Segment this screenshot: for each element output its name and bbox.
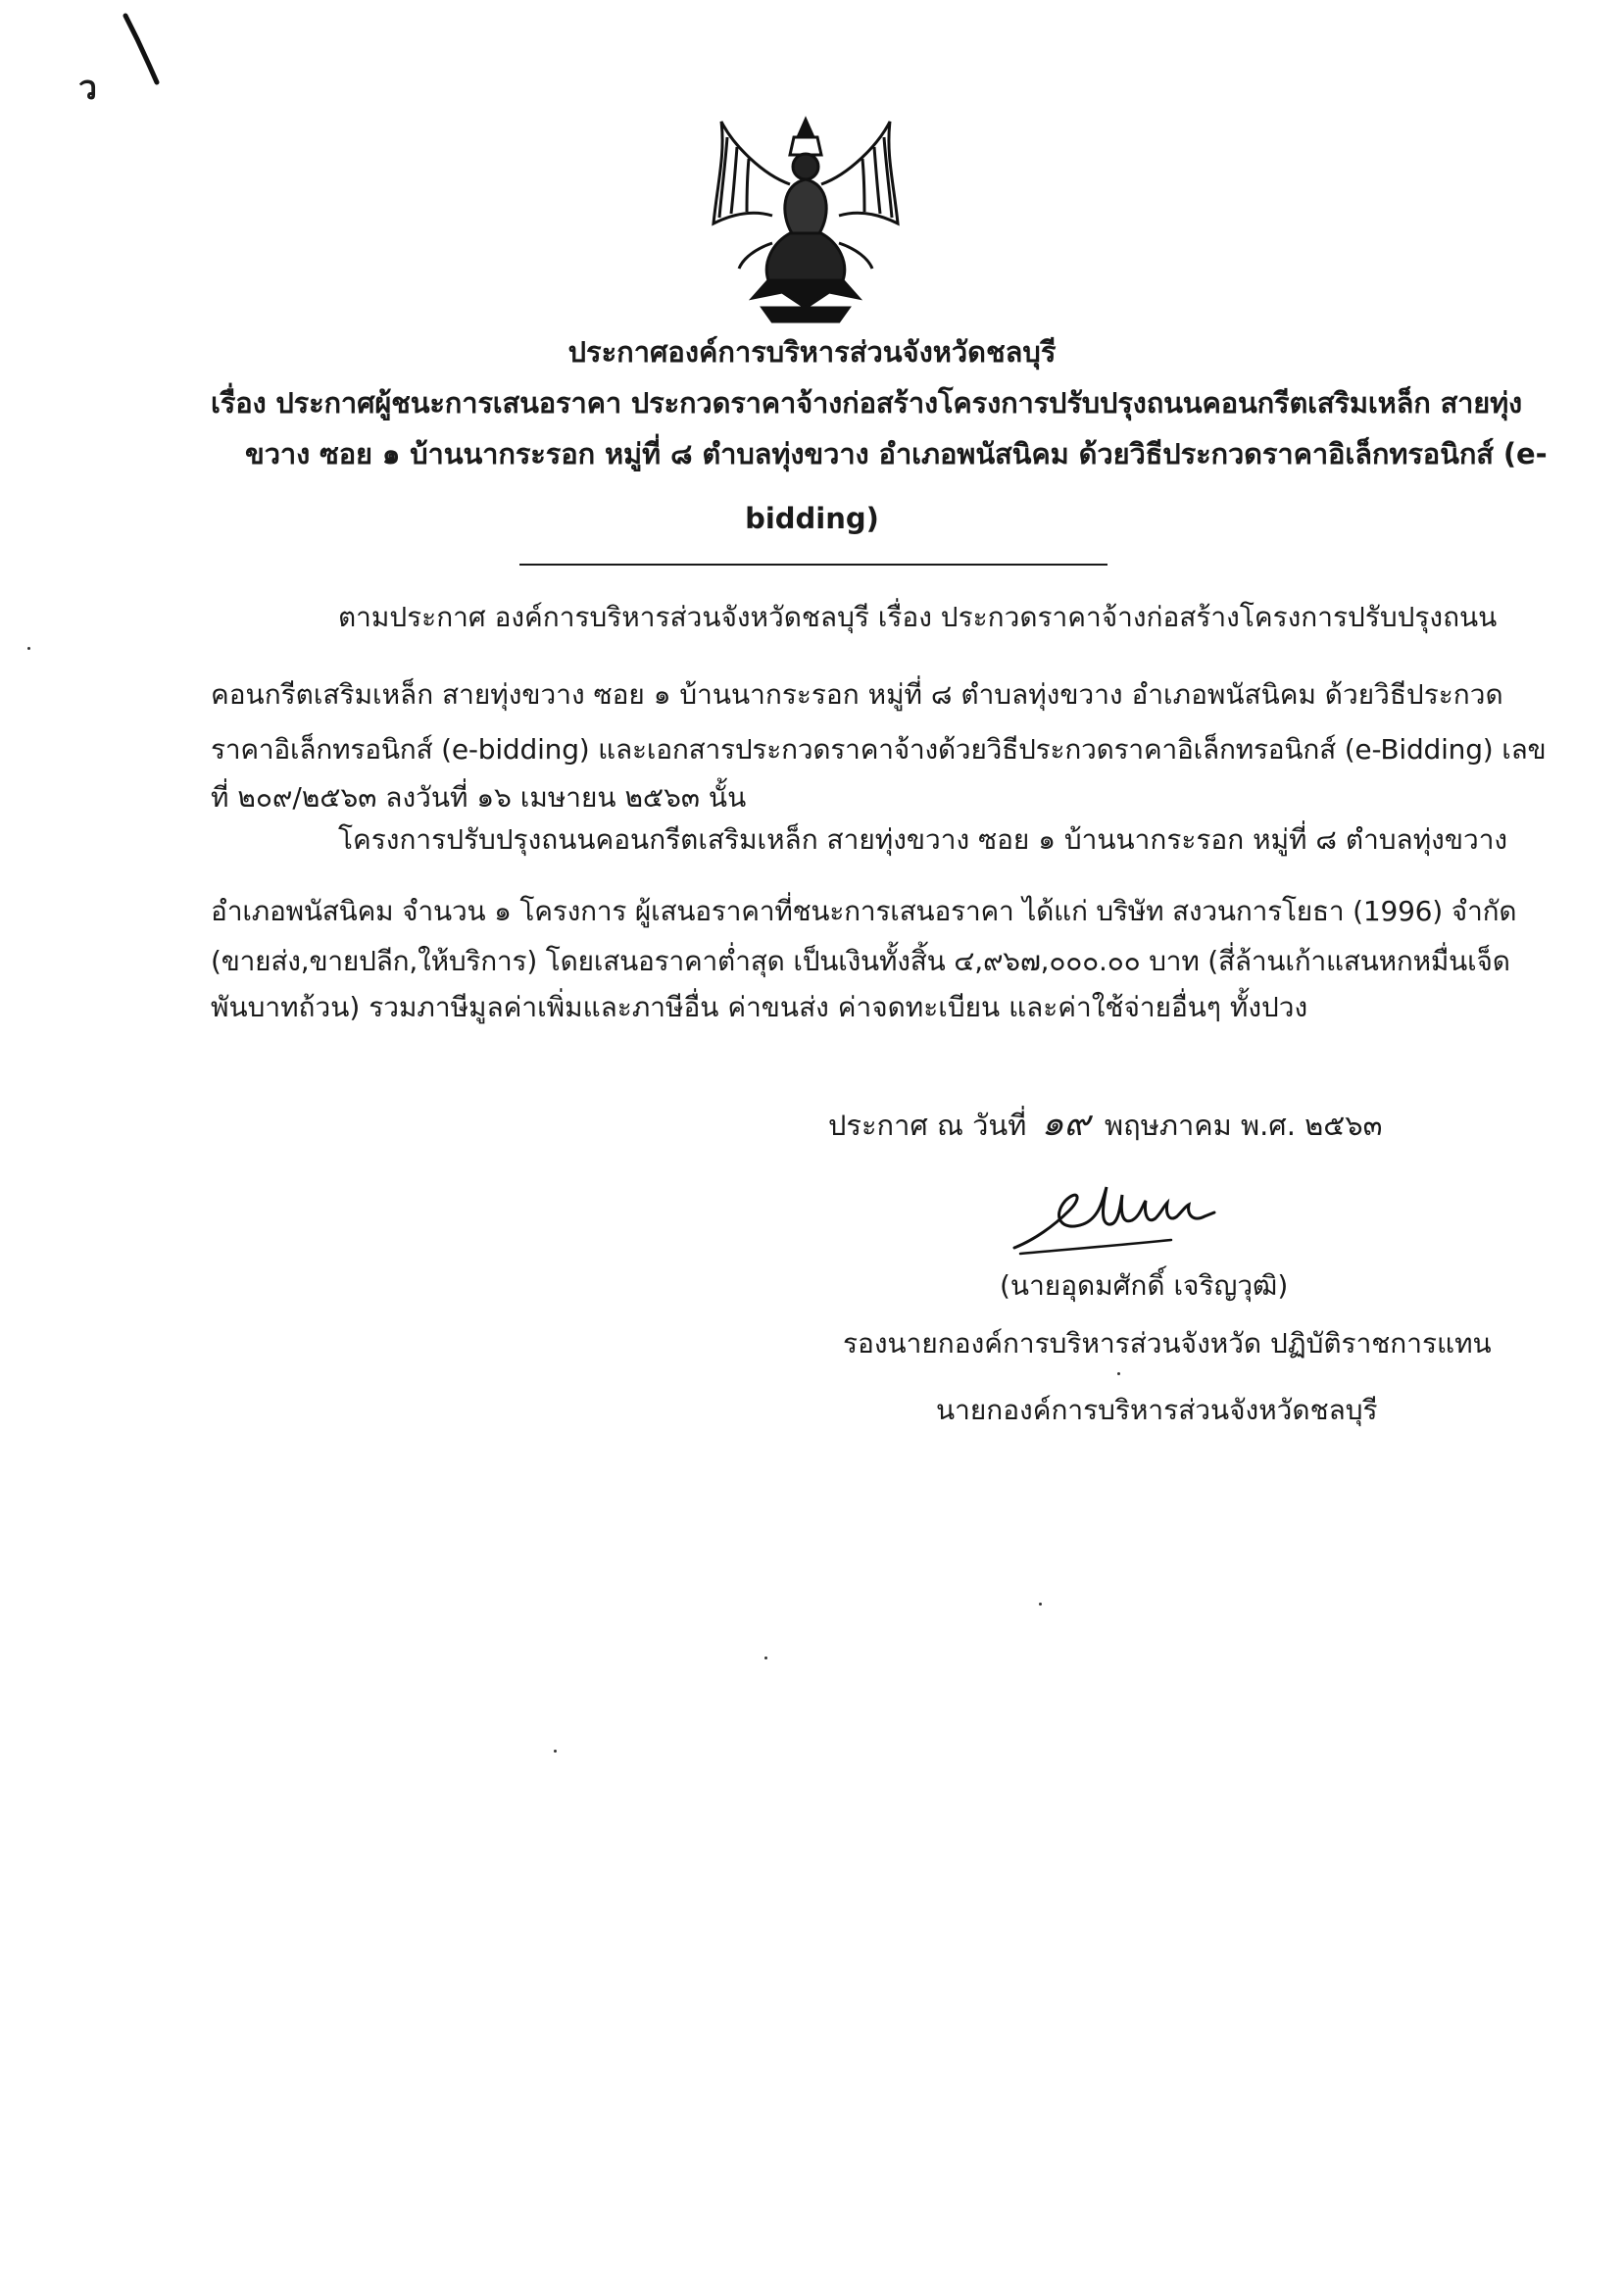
scan-speck [27,647,30,650]
announcement-date [828,1095,1382,1151]
paragraph-1-line: ราคาอิเล็กทรอนิกส์ (e-bidding) และเอกสารประกวดราคาจ้างด้วยวิธีประกวดราคาอิเล็กทรอนิกส์ (e-Bidding) เลข [211,733,1547,766]
paragraph-2-line: อำเภอพนัสนิคม จำนวน ๑ โครงการ ผู้เสนอราคาที่ชนะการเสนอราคา ได้แก่ บริษัท สงวนการโยธา (1996) จำกัด [211,895,1517,927]
paragraph-2-line: พันบาทถ้วน) รวมภาษีมูลค่าเพิ่มและภาษีอื่น ค่าขนส่ง ค่าจดทะเบียน และค่าใช้จ่ายอื่นๆ ทั้งปวง [211,991,1308,1023]
handwritten-signature [1005,1171,1230,1269]
signatory-name: (นายอุดมศักดิ์ เจริญวุฒิ) [1000,1269,1289,1302]
signatory-position-line-2: นายกองค์การบริหารส่วนจังหวัดชลบุรี [936,1394,1378,1426]
paragraph-2-line: (ขายส่ง,ขายปลีก,ให้บริการ) โดยเสนอราคาต่ำสุด เป็นเงินทั้งสิ้น ๔,๙๖๗,๐๐๐.๐๐ บาท (สี่ล้านเก้าแสนหกหมื่นเจ็ด [211,945,1510,977]
scan-speck [554,1750,557,1753]
date-suffix: พฤษภาคม พ.ศ. ๒๕๖๓ [1105,1109,1383,1142]
announcement-title: ประกาศองค์การบริหารส่วนจังหวัดชลบุรี [567,335,1057,369]
scan-speck [1039,1603,1042,1606]
paragraph-1-line: ที่ ๒๐๙/๒๕๖๓ ลงวันที่ ๑๖ เมษายน ๒๕๖๓ นั้น [211,781,747,814]
subject-line-1: เรื่อง ประกาศผู้ชนะการเสนอราคา ประกวดราคาจ้างก่อสร้างโครงการปรับปรุงถนนคอนกรีตเสริมเหล็ก สายทุ่ง [211,386,1523,420]
pen-stroke-mark [118,10,167,88]
date-day-handwritten: ๑๙ [1041,1104,1090,1144]
corner-handwritten-mark: ว [78,69,98,108]
garuda-emblem [704,116,908,326]
paragraph-2-line: โครงการปรับปรุงถนนคอนกรีตเสริมเหล็ก สายทุ่งขวาง ซอย ๑ บ้านนากระรอก หมู่ที่ ๘ ตำบลทุ่งขวาง [338,823,1508,856]
heading-divider [519,564,1107,566]
signatory-position-line-1: รองนายกองค์การบริหารส่วนจังหวัด ปฏิบัติราชการแทน [843,1327,1492,1360]
subject-line-2: ขวาง ซอย ๑ บ้านนากระรอก หมู่ที่ ๘ ตำบลทุ่งขวาง อำเภอพนัสนิคม ด้วยวิธีประกวดราคาอิเล็กทรอนิกส์ (e- [245,437,1548,470]
date-prefix: ประกาศ ณ วันที่ [828,1109,1027,1142]
scan-speck [764,1657,767,1659]
subject-line-3: bidding) [745,502,879,535]
paragraph-1-line: คอนกรีตเสริมเหล็ก สายทุ่งขวาง ซอย ๑ บ้านนากระรอก หมู่ที่ ๘ ตำบลทุ่งขวาง อำเภอพนัสนิคม ด้วยวิธีประกวด [211,678,1503,711]
paragraph-1-line: ตามประกาศ องค์การบริหารส่วนจังหวัดชลบุรี เรื่อง ประกวดราคาจ้างก่อสร้างโครงการปรับปรุงถนน [338,601,1498,633]
scan-speck [1117,1372,1120,1375]
